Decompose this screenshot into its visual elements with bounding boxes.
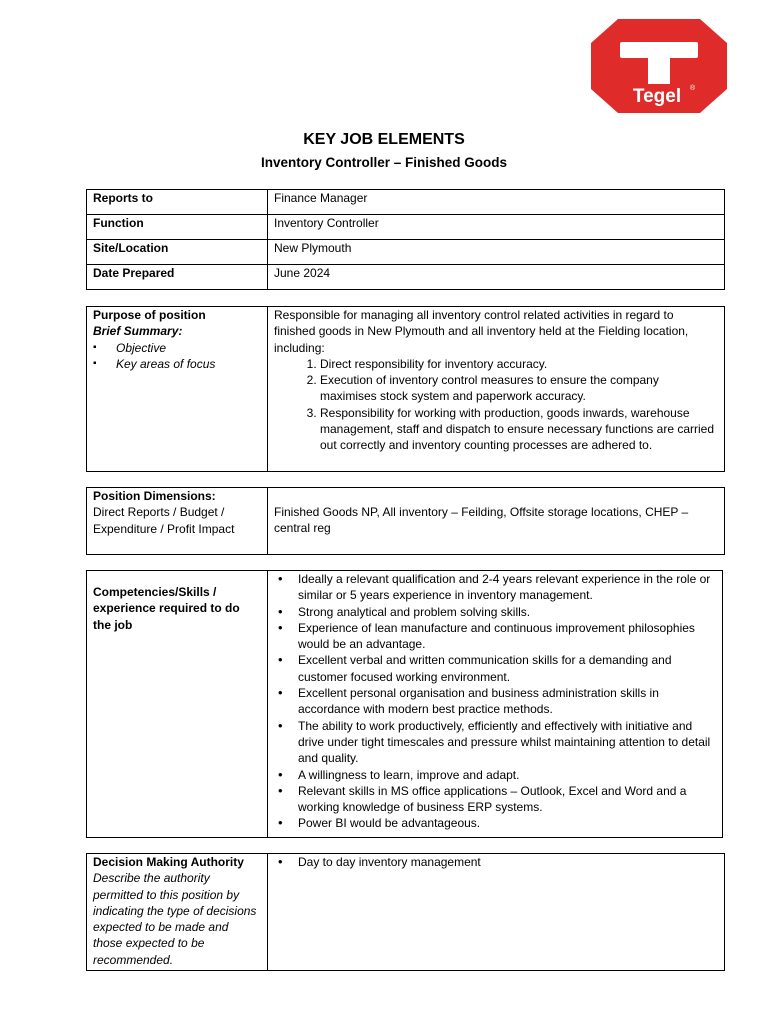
info-row-date (87, 265, 725, 290)
competency-item: • Experience of lean manufacture and continuous improvement philosophies would be an advantage. (298, 620, 716, 653)
competencies-table (86, 570, 723, 838)
dimensions-value: Finished Goods NP, All inventory – Feilding, Offsite storage locations, CHEP – central reg (274, 505, 689, 536)
site-value: New Plymouth (268, 240, 725, 265)
dimensions-table (86, 487, 725, 555)
competency-item: • A willingness to learn, improve and adapt. (298, 767, 716, 783)
purpose-label: Purpose of position (93, 308, 206, 322)
dimensions-label-cell (87, 488, 268, 555)
page-title: KEY JOB ELEMENTS (303, 131, 465, 148)
competencies-content (268, 571, 723, 838)
function-value: Inventory Controller (268, 215, 725, 240)
competency-item: • Ideally a relevant qualification and 2-4 years relevant experience in the role or similar or 5 years experience in inventory management. (298, 571, 716, 604)
date-label: Date Prepared (87, 265, 268, 290)
competencies-label-cell (87, 571, 268, 838)
purpose-bullet: ▪ Objective (116, 340, 261, 356)
info-row-function (87, 215, 725, 240)
competencies-label: Competencies/Skills / experience required to do the job (93, 585, 240, 632)
purpose-content (268, 307, 725, 472)
logo-wordmark: Tegel (632, 86, 682, 107)
decision-description: Describe the authority permitted to this position by indicating the type of decisions expected to be made and those expected to be recommended. (93, 871, 257, 967)
decision-table (86, 853, 725, 971)
purpose-list-item: 1. Direct responsibility for inventory accuracy. (320, 356, 718, 372)
logo-t-bar (620, 42, 698, 58)
logo-t-stem (648, 56, 670, 84)
dimensions-label: Position Dimensions: (93, 489, 216, 503)
dimensions-sub-label: Direct Reports / Budget / Expenditure / Profit Impact (93, 505, 235, 536)
date-value: June 2024 (268, 265, 725, 290)
function-label: Function (87, 215, 268, 240)
purpose-bullet: ▪ Key areas of focus (116, 356, 261, 372)
reports-to-label: Reports to (87, 190, 268, 215)
competency-item: • Excellent personal organisation and business administration skills in accordance with modern best practice methods. (298, 685, 716, 718)
purpose-label-cell (87, 307, 268, 472)
info-row-site (87, 240, 725, 265)
competency-item: • The ability to work productively, efficiently and effectively with initiative and drive under tight timescales and pressure whilst maintaining attention to detail and quality. (298, 718, 716, 767)
purpose-list (274, 356, 718, 454)
purpose-list-item: 3. Responsibility for working with production, goods inwards, warehouse management, staff and dispatch to ensure necessary functions are carried out correctly and inventory counting processes are adhered to. (320, 405, 718, 454)
competency-item: • Relevant skills in MS office applications – Outlook, Excel and Word and a working knowledge of business ERP systems. (298, 783, 716, 816)
brief-summary-label: Brief Summary: (93, 324, 183, 339)
site-label: Site/Location (87, 240, 268, 265)
reports-to-value: Finance Manager (268, 190, 725, 215)
purpose-table (86, 306, 725, 472)
logo-registered-mark: ® (690, 85, 696, 92)
dimensions-value-cell (268, 488, 725, 555)
decision-content (268, 854, 725, 971)
competencies-list (274, 571, 716, 832)
decision-list (274, 854, 718, 870)
info-table (86, 189, 725, 290)
purpose-intro: Responsible for managing all inventory control related activities in regard to finished goods in New Plymouth and all inventory held at the Fielding location, including: (274, 308, 689, 355)
decision-label-cell (87, 854, 268, 971)
purpose-list-item: 2. Execution of inventory control measures to ensure the company maximises stock system and paperwork accuracy. (320, 372, 718, 405)
competency-item: • Strong analytical and problem solving skills. (298, 604, 716, 620)
competency-item: • Excellent verbal and written communication skills for a demanding and customer focused working environment. (298, 652, 716, 685)
decision-item: • Day to day inventory management (298, 854, 718, 870)
info-row-reports-to (87, 190, 725, 215)
decision-label: Decision Making Authority (93, 855, 244, 869)
tegel-logo (590, 18, 728, 114)
page-subtitle: Inventory Controller – Finished Goods (260, 155, 508, 170)
competency-item: • Power BI would be advantageous. (298, 815, 716, 831)
purpose-bullets (93, 340, 261, 373)
